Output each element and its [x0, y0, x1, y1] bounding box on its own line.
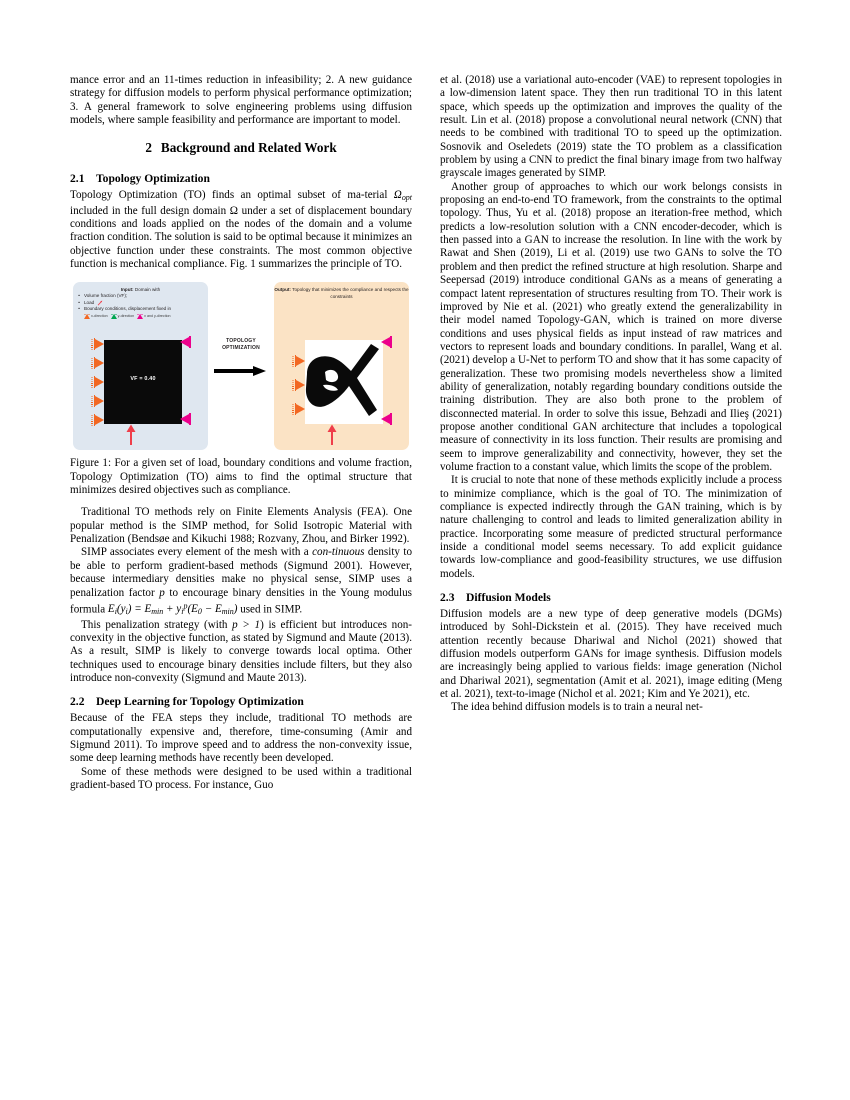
to-intro-b: terial: [364, 189, 394, 202]
transform-label-line-2: OPTIMIZATION: [222, 345, 260, 352]
subsection-heading-2-2: [70, 695, 412, 708]
paragraph-dgm: Diffusion models are a new type of deep generative models (DGMs) introduced by Sohl-Dickstein et al. (2015). They have received much attention recently because Dhariwal and Nichol (2021) showed that diffusion models outperform GANs for image synthesis. Diffusion models are increasingly being applied to various fields: image generation (Nichol and Dhariwal 2021), segmentation (Amit et al. 2021), image editing (Meng et al. 2021), text-to-image (Nichol et al. 2021; Kim and Ye 2021), etc.: [440, 608, 782, 701]
support-xy-icon: [137, 314, 143, 319]
to-intro-a: Topology Optimization (TO) finds an optimal subset of ma-: [70, 189, 365, 202]
transform-label: [210, 338, 272, 352]
subsection-title: Diffusion Models: [466, 591, 551, 605]
two-column-body: [70, 74, 782, 1004]
figure-input-panel: [73, 282, 208, 450]
figure-1-graphic: [70, 282, 412, 450]
subsection-heading-2-3: [440, 591, 782, 604]
figure-1-label: Figure 1:: [70, 457, 112, 470]
paragraph-dl-2: Some of these methods were designed to be used within a traditional gradient-based TO process. For instance, Guo: [70, 765, 412, 791]
paragraph-fea: Traditional TO methods rely on Finite Elements Analysis (FEA). One popular method is the SIMP method, for Solid Isotropic Material with Penalization (Bendsøe and Kikuchi 1988; Rozvany, Zhou, and Birker 1992).: [70, 506, 412, 546]
legend-y-label: y-direction: [117, 314, 135, 319]
output-panel-heading-bold: Output:: [274, 287, 291, 293]
to-intro-d: under a set of displacement boundary conditions and loads applied on the nodes of the domain and a volume fraction condition. The solution is said to be optimal because it minimizes an objective function under these constraints. The most common objective function is mechanical compliance. Fig. 1 summarizes the principle of TO.: [70, 204, 412, 271]
omega-opt-subscript: opt: [401, 193, 413, 203]
omega-opt-symbol: Ω: [393, 189, 402, 202]
bc-legend: [84, 313, 205, 319]
legend-y-direction: [111, 313, 135, 319]
paragraph-crucial-note: It is crucial to note that none of these methods explicitly include a process to minimize compliance, which is the goal of TO. The minimization of compliance is expected indirectly through the GAN training, which is by nature challenging to control and leads to limited generalization ability in practice. Incorporating some measure of predicted structural performance inside a conditional model seems necessary. To add explicit guidance towards low-compliance and good-feasibility structures, we use diffusion models.: [440, 474, 782, 580]
transform-arrow-icon: [214, 364, 266, 376]
simp-b: density to be able to perform gradient-based methods (Sigmund 2001). However, because intermediary densities make no physical sense, SIMP uses a penalization factor: [70, 546, 412, 599]
bullet-dot: •: [78, 293, 80, 299]
simp-a: SIMP associates every element of the mesh with a: [81, 546, 313, 559]
figure-1-caption: [70, 457, 412, 497]
optimized-structure-shape: [305, 340, 383, 424]
bullet-dot: •: [78, 306, 80, 312]
simp-p-symbol: p: [159, 586, 165, 599]
section-heading-2: [70, 140, 412, 155]
legend-xy-label: x and y-direction: [144, 314, 171, 319]
subsection-number: 2.3: [440, 591, 455, 605]
figure-output-panel: [274, 282, 409, 450]
penal-inequality: p > 1: [232, 618, 261, 631]
bullet-boundary-conditions: [77, 306, 205, 312]
subsection-heading-2-1: [70, 172, 412, 185]
paragraph-end-to-end: Another group of approaches to which our work belongs consists in proposing an end-to-end TO framework, from the constraints to the optimal topology. Thus, Yu et al. (2018) propose an iteration-free method, which predicts a low-resolution solution with a CNN encoder-decoder, which is then passed into a GAN to increase the resolution. In line with the work by Rawat and Shen (2019), Li et al. (2019) use two GANs to solve the TO problem and then predict the refined structure at high resolution. Sharpe and Seepersad (2019) introduce conditional GANs as a means of generating a compact latent representation of structures resulting from TO. Their work is improved by Nie et al. (2021) who greatly extend the generalizability in their model named Topology-GAN, which is trained on more diverse conditions and uses physical fields as input instead of raw matrices and vectors to represent loads and boundary conditions. In parallel, Wang et al. (2021) develop a U-Net to perform TO and show that it has some capacity of generalization. These two promising models nevertheless show a limited ability of generalization, notably regarding boundary conditions outside the training distribution. They are also both prone to the problem of disconnected material. In order to solve this issue, Behzadi and Ilieş (2021) propose another conditional GAN architecture that includes a topological measure of connectivity in its loss function. Their results are promising and seem to improve generalizability and connectivity, however, they set the volume fraction to a constant value, which limits the scope of the problem.: [440, 180, 782, 473]
support-y-icon: [111, 314, 117, 319]
optimized-topology-box: [305, 340, 383, 424]
paragraph-dl-1: Because of the FEA steps they include, traditional TO methods are computationally expensive and, therefore, time-consuming (Amir and Sigmund 2011). To improve speed and to address the non-convexity issue, some deep learning methods have recently been developed.: [70, 712, 412, 765]
input-panel-heading-bold: Input:: [120, 287, 134, 293]
omega-symbol: Ω: [229, 204, 239, 217]
bullet-load-label: Load: [84, 299, 95, 305]
subsection-number: 2.1: [70, 172, 85, 186]
right-column: [440, 74, 782, 1004]
load-arrow-up: [125, 424, 137, 451]
paragraph-topology-optimization: [70, 189, 412, 271]
subsection-title: Deep Learning for Topology Optimization: [96, 695, 304, 709]
paragraph-vae: et al. (2018) use a variational auto-encoder (VAE) to represent topologies in a low-dimension latent space. They then run traditional TO in this latent space, which speeds up the optimization and improves the quality of the result. Lin et al. (2018) propose a convolutional neural network (CNN) that needs to be combined with traditional TO to speed up the optimization. Sosnovik and Oseledets (2019) state the TO problem as a classification problem by using a CNN to predict the final binary image from two halfway grayscale images generated by SIMP.: [440, 74, 782, 180]
paragraph-idea: The idea behind diffusion models is to train a neural net-: [451, 701, 703, 714]
figure-1: [70, 282, 412, 497]
bullet-bc-label: Boundary conditions, displacement fixed in: [84, 306, 172, 312]
input-panel-heading-rest: Domain with: [133, 287, 161, 293]
young-modulus-formula: $E_i(y_i) = E_{min} + y_i^p(E_0 - E_{min})$: [107, 601, 238, 617]
input-panel-bullets: [77, 293, 205, 319]
simp-continuous-italic: con-tinuous: [312, 546, 365, 559]
figure-1-caption-text: For a given set of load, boundary conditions and volume fraction, Topology Optimization (TO) aims to find the optimal structure that minimizes desired objectives such as compliance.: [70, 457, 413, 497]
left-column: [70, 74, 412, 1004]
section-number: 2: [145, 140, 152, 156]
subsection-title: Topology Optimization: [96, 172, 210, 186]
penal-a: This penalization strategy (with: [81, 618, 233, 631]
simp-d: used in SIMP.: [237, 603, 303, 616]
penal-b: ) is efficient but introduces non-convexity in the objective function, as stated by Sigmund and Maute (2013). As a result, SIMP is likely to converge towards local optima. Other techniques used to encourage binary densities include filters, but they also introduce non-convexity (Sigmund and Maute 2013).: [70, 618, 412, 684]
to-intro-c: included in the full design domain: [70, 204, 230, 217]
paragraph-penalization: [70, 619, 412, 686]
out-load-arrow-up: [326, 424, 338, 451]
simp-c: to encourage binary densities in the Young modulus formula: [70, 586, 412, 616]
output-panel-heading-rest: Topology that minimizes the compliance and respects the constraints: [290, 287, 409, 299]
support-x-icon: [84, 314, 90, 319]
vf-label: VF = 0.40: [130, 376, 156, 383]
transform-label-line-1: TOPOLOGY: [226, 338, 256, 345]
legend-x-direction: [84, 313, 108, 319]
paragraph-contributions: mance error and an 11-times reduction in infeasibility; 2. A new guidance strategy for diffusion models to perform physical performance optimization; 3. A general framework to solve engineering problems using diffusion models, where sample feasibility and performance are important to model.: [70, 74, 412, 127]
load-arrow-icon: [97, 300, 103, 306]
legend-x-label: x-direction: [91, 314, 108, 319]
paragraph-simp: [70, 546, 412, 618]
bullet-dot: •: [78, 299, 80, 305]
section-title: Background and Related Work: [160, 140, 337, 156]
subsection-number: 2.2: [70, 695, 85, 709]
legend-xy-direction: [137, 313, 170, 319]
output-panel-heading: [274, 287, 409, 299]
design-domain-box: [104, 340, 182, 424]
bullet-volume-fraction-label: Volume fraction (VF);: [84, 293, 128, 299]
